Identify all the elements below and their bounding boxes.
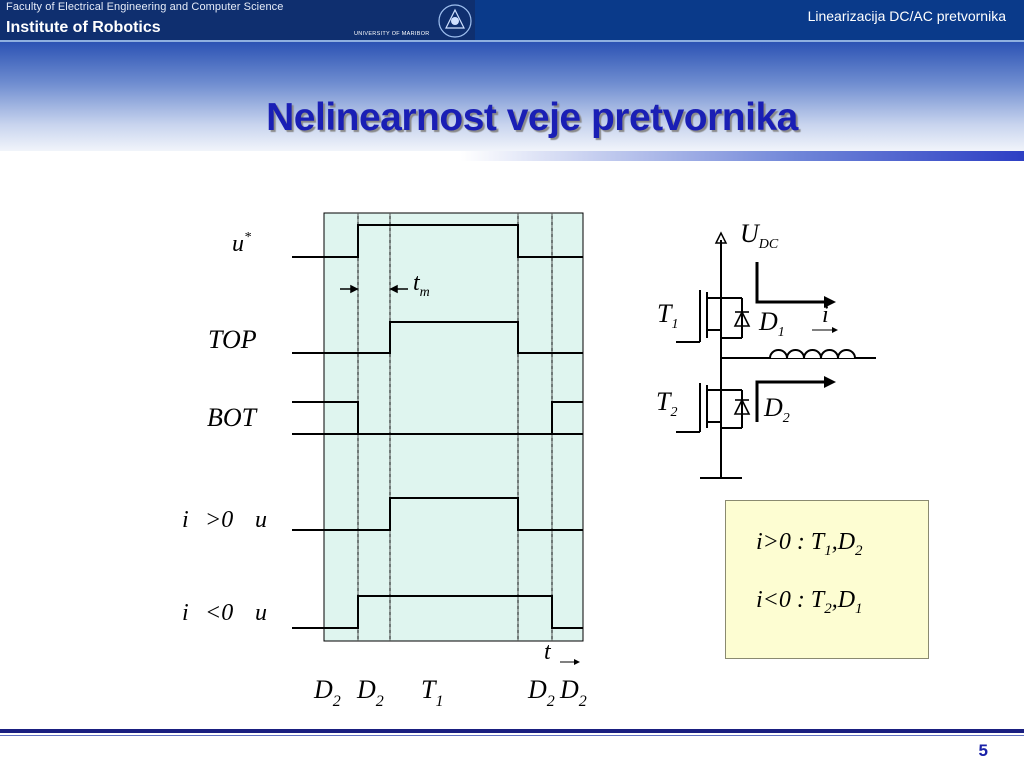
interval-label-2: $D_2$ (357, 675, 384, 710)
label-bot: BOT (207, 403, 257, 432)
label-tm: $t_m$ (413, 270, 430, 300)
conduction-legend (725, 500, 929, 659)
label-u-star: u* (232, 230, 251, 257)
label-i-pos-u: u (255, 507, 267, 533)
interval-label-5: $D_2$ (560, 675, 587, 710)
label-top: TOP (208, 325, 257, 354)
faculty-name: Faculty of Electrical Engineering and Computer Science (6, 1, 284, 13)
label-d1: $D_1$ (759, 307, 785, 340)
timing-columns (324, 213, 583, 641)
presentation-title: Linearizacija DC/AC pretvornika (807, 8, 1006, 24)
footer-divider (0, 729, 1024, 733)
interval-label-1: $D_2$ (314, 675, 341, 710)
footer-divider-thin (0, 735, 1024, 736)
university-name: UNIVERSITY OF MARIBOR (354, 31, 430, 37)
inductor-icon (770, 350, 855, 358)
label-i-pos-i: i (182, 507, 189, 533)
label-i-neg-i: i (182, 600, 189, 626)
label-t1: $T_1$ (657, 299, 679, 332)
legend-line-positive: i>0 : $T_1,D_2$ (756, 529, 863, 559)
slide-title: Nelinearnost veje pretvornika (266, 96, 798, 139)
label-d2: $D_2$ (764, 393, 790, 426)
label-udc: $U_{DC}$ (740, 219, 779, 252)
label-i-circuit: i (822, 302, 829, 328)
page-number: 5 (978, 741, 988, 760)
label-t2: $T_2$ (656, 387, 678, 420)
interval-label-4: $D_2$ (528, 675, 555, 710)
interval-label-3: $T_1$ (421, 675, 444, 710)
t-axis-arrow (560, 659, 580, 665)
institute-name: Institute of Robotics (6, 19, 161, 36)
label-t-axis: t (544, 639, 551, 665)
label-i-neg-rel: <0 (205, 600, 234, 626)
legend-line-negative: i<0 : $T_2,D_1$ (756, 587, 863, 617)
label-i-pos-rel: >0 (205, 507, 234, 533)
half-bridge-circuit (676, 240, 876, 478)
label-i-neg-u: u (255, 600, 267, 626)
